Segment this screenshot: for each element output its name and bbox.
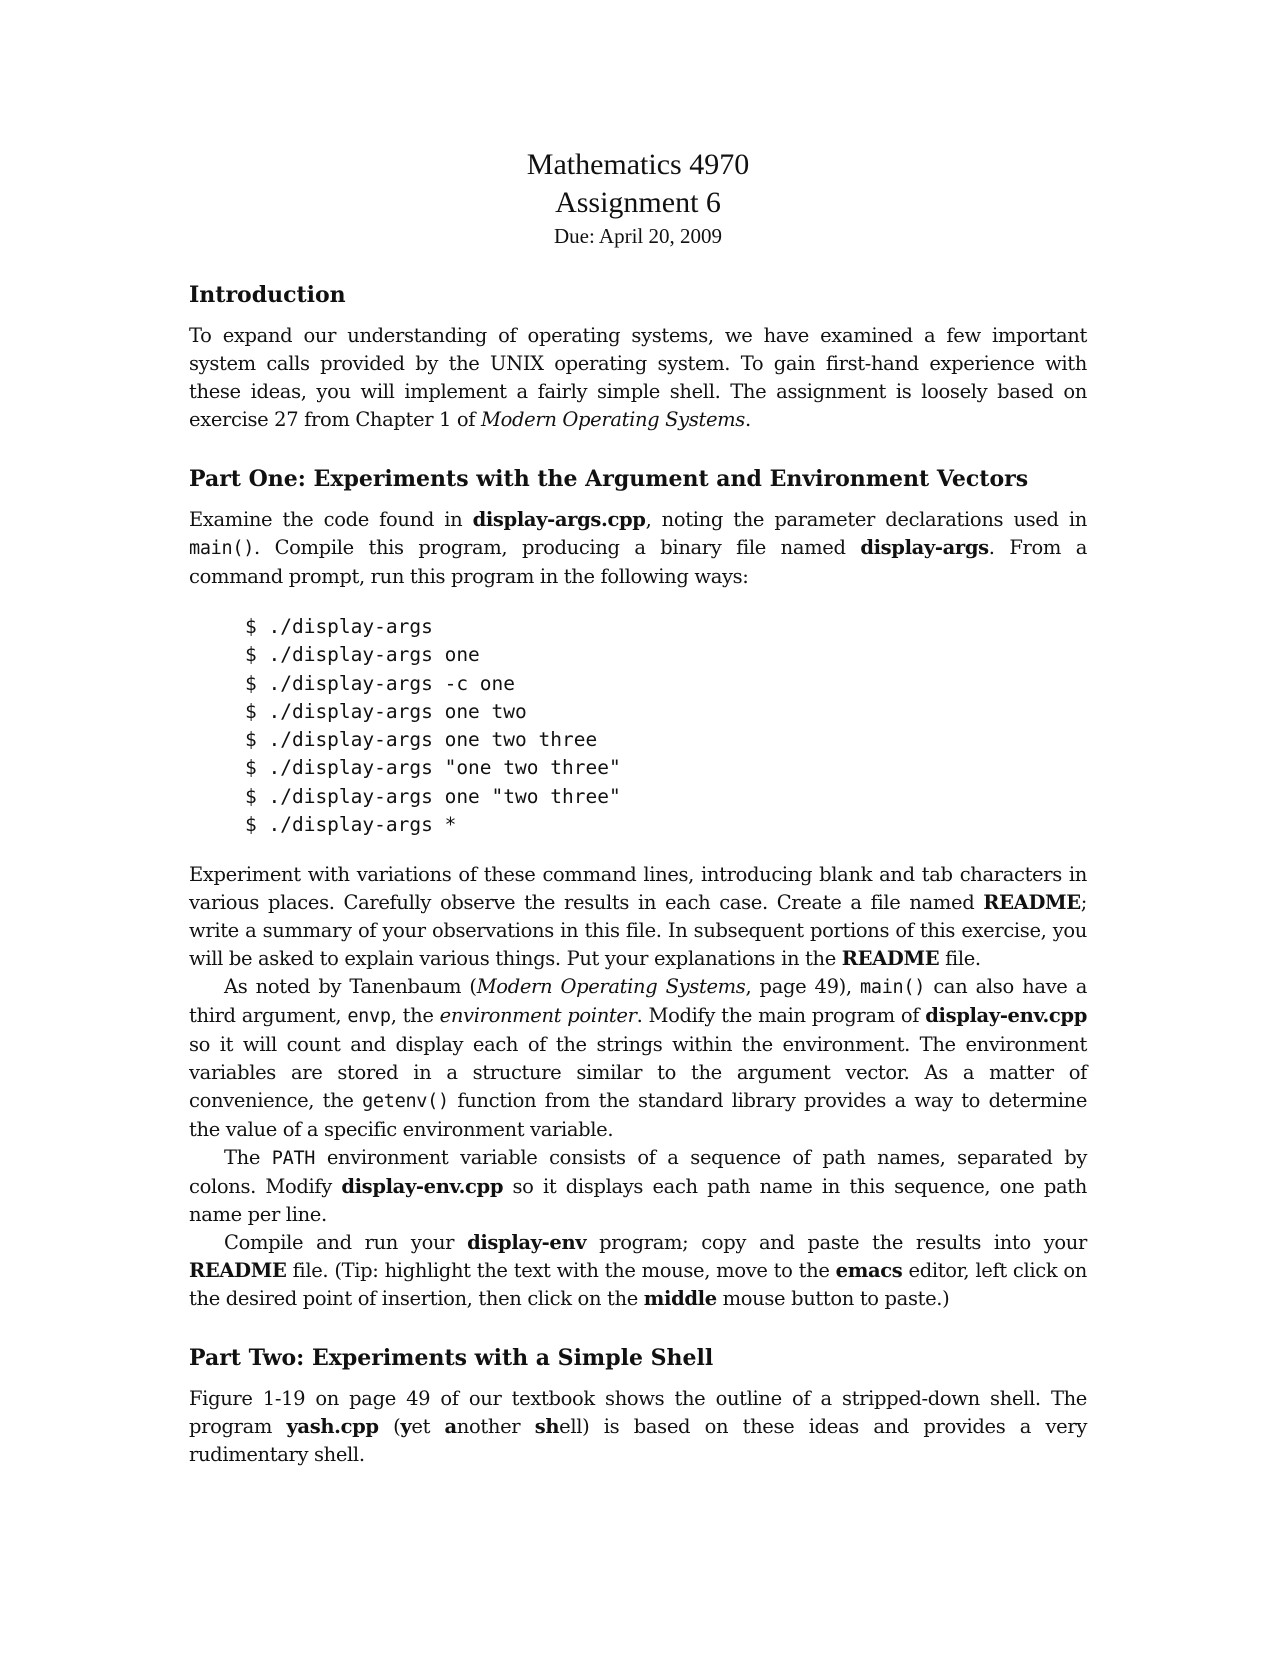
due-date: Due: April 20, 2009 <box>554 224 722 248</box>
introduction-paragraph: To expand our understanding of operating systems, we have examined a few important system calls provided by the UNIX operating system. To gain first-hand experience with these ideas, you will implement a fairly simple shell. The assignment is loosely based on exercise 27 from Chapter 1 of Modern Operating Systems. <box>189 324 1087 431</box>
book-title: Modern Operating Systems <box>481 408 745 431</box>
title-block <box>189 146 1087 250</box>
part-two-heading: Part Two: Experiments with a Simple Shell <box>189 1345 714 1372</box>
command-line: $ ./display-args one "two three" <box>245 784 621 808</box>
assignment-title: Assignment 6 <box>555 186 721 219</box>
filename: yash.cpp <box>286 1415 379 1439</box>
command-line: $ ./display-args one <box>245 643 480 667</box>
emphasis: environment pointer <box>439 1004 637 1028</box>
part-one-paragraph-2: Experiment with variations of these command lines, introducing blank and tab characters in various places. Carefully observe the results in each case. Create a file named README; write a summary of your observations in this file. In subsequent portions of this exercise, you will be asked to explain various things. Put your explanations in the README file. <box>189 863 1087 971</box>
command-line: $ ./display-args one two three <box>245 728 598 752</box>
command-list <box>245 613 1087 839</box>
command-line: $ ./display-args one two <box>245 699 527 723</box>
command-line: $ ./display-args * <box>245 813 457 837</box>
document-page <box>189 146 1087 1469</box>
book-title: Modern Operating Systems <box>476 975 746 999</box>
code-inline: PATH <box>271 1148 316 1170</box>
filename: display-env.cpp <box>341 1175 504 1199</box>
course-title: Mathematics 4970 <box>526 148 750 181</box>
part-one-paragraph-4: The PATH environment variable consists of a sequence of path names, separated by colons. Modify display-env.cpp so it displays each path name in this sequence, one path name per line. <box>189 1146 1088 1227</box>
filename: display-env.cpp <box>925 1004 1087 1028</box>
code-inline: envp <box>347 1006 391 1028</box>
part-one-paragraph-3: As noted by Tanenbaum (Modern Operating Systems, page 49), main() can also have a third argument, envp, the environment pointer. Modify the main program of display-env.cpp so it will count and display each of the strings within the environment. The environment variables are stored in a structure similar to the argument vector. As a matter of convenience, the getenv() function from the standard library provides a way to determine the value of a specific environment variable. <box>189 975 1088 1142</box>
part-one-paragraph-5: Compile and run your display-env program; copy and paste the results into your README file. (Tip: highlight the text with the mouse, move to the emacs editor, left click on the desired point of insertion, then click on the middle mouse button to paste.) <box>189 1231 1087 1311</box>
command-line: $ ./display-args -c one <box>245 671 516 695</box>
introduction-heading: Introduction <box>189 282 346 308</box>
filename: display-env <box>467 1231 587 1255</box>
command-line: $ ./display-args <box>245 615 433 638</box>
code-inline: main() <box>189 538 255 559</box>
emphasis: emacs <box>835 1259 903 1283</box>
part-two-paragraph-1: Figure 1-19 on page 49 of our textbook shows the outline of a stripped-down shell. The program yash.cpp (yet another shell) is based on these ideas and provides a very rudimentary shell. <box>189 1387 1088 1467</box>
code-inline: getenv() <box>362 1091 449 1113</box>
filename: display-args <box>860 536 989 559</box>
filename: README <box>841 947 940 971</box>
part-one-paragraph-1: Examine the code found in display-args.cpp, noting the parameter declarations used in main(). Compile this program, producing a binary file named display-args. From a command prompt, run this program in the following ways: <box>189 508 1087 588</box>
code-inline: main() <box>860 977 926 999</box>
command-line: $ ./display-args "one two three" <box>245 756 621 780</box>
part-one-heading: Part One: Experiments with the Argument and Environment Vectors <box>189 466 1029 492</box>
filename: README <box>983 891 1081 915</box>
filename: display-args.cpp <box>472 508 646 531</box>
filename: README <box>189 1259 287 1283</box>
emphasis: middle <box>643 1287 717 1311</box>
